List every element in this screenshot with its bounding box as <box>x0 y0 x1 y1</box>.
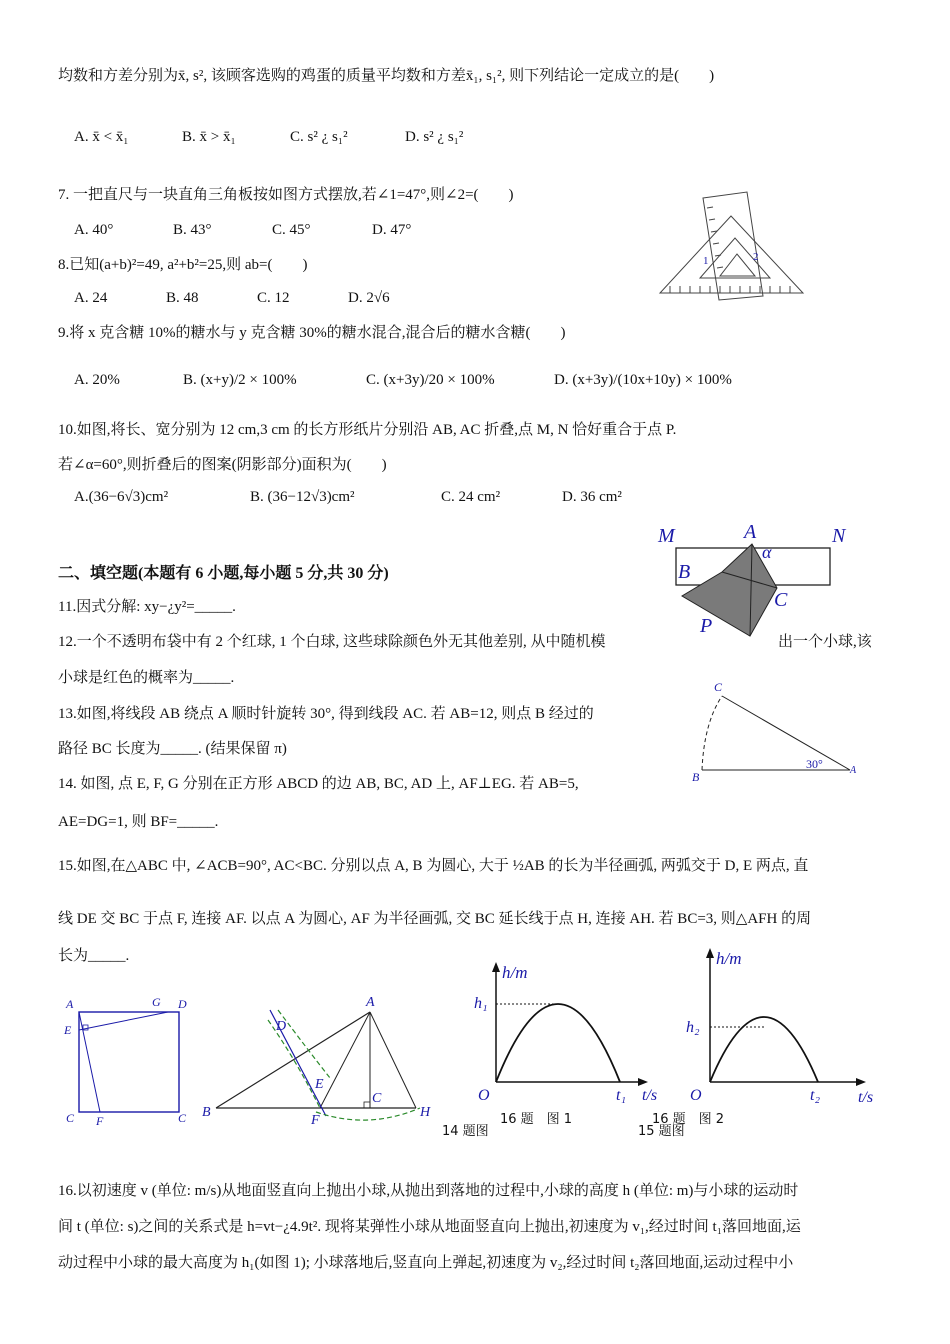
q7-option-a: A. 40° <box>74 222 114 238</box>
q15-label-E: E <box>315 1077 324 1092</box>
q10-option-a: A.(36−6√3)cm² <box>74 489 169 505</box>
q13-figure <box>688 678 868 784</box>
q7-option-b: B. 43° <box>173 222 212 238</box>
q8-option-b: B. 48 <box>166 290 199 306</box>
caption-16-fig1: 16 题 图 1 <box>500 1112 573 1127</box>
q13-label-C: C <box>714 680 723 694</box>
q12-line1a: 12.一个不透明布袋中有 2 个红球, 1 个白球, 这些球除颜色外无其他差别, 从中随机模 <box>58 634 606 650</box>
caption-16-fig2: 16 题 图 2 <box>652 1112 725 1127</box>
q9-stem: 9.将 x 克含糖 10%的糖水与 y 克含糖 30%的糖水混合,混合后的糖水含糖( ) <box>58 325 566 341</box>
q16-graph-1 <box>470 958 670 1108</box>
g1-ylabel: h/m <box>502 963 528 982</box>
q14-label-G: G <box>152 995 161 1009</box>
q15-label-H: H <box>420 1105 431 1120</box>
q9-option-a: A. 20% <box>74 372 120 388</box>
q8-stem: 8.已知(a+b)²=49, a²+b²=25,则 ab=( ) <box>58 257 308 273</box>
q11: 11.因式分解: xy−¿y²=_____. <box>58 599 236 615</box>
q15-label-B: B <box>202 1105 211 1120</box>
q14-label-F: F <box>96 1114 104 1128</box>
q15-line1: 15.如图,在△ABC 中, ∠ACB=90°, AC<BC. 分别以点 A, B 为圆心, 大于 ½AB 的长为半径画弧, 两弧交于 D, E 两点, 直 <box>58 858 809 874</box>
q14-label-E: E <box>64 1023 72 1037</box>
g2-origin: O <box>690 1087 702 1104</box>
q10-label-A: A <box>744 521 757 543</box>
g2-peak-label: h₂ <box>686 1019 700 1036</box>
q15-label-F: F <box>311 1113 320 1128</box>
q9-option-d: D. (x+3y)/(10x+10y) × 100% <box>554 372 732 388</box>
caption-14: 14 题图 <box>442 1124 489 1139</box>
q10-label-P: P <box>700 615 713 637</box>
q15-label-D: D <box>276 1019 287 1034</box>
q8-option-c: C. 12 <box>257 290 290 306</box>
q16-line3: 动过程中小球的最大高度为 h₁(如图 1); 小球落地后,竖直向上弹起,初速度为 v₂,经过时间 t₂落回地面,运动过程中小 <box>58 1255 794 1271</box>
q15-line3: 长为_____. <box>58 948 130 964</box>
q15-label-A: A <box>366 995 375 1010</box>
q14-line2: AE=DG=1, 则 BF=_____. <box>58 814 219 830</box>
g1-xlabel: t/s <box>642 1087 658 1104</box>
q13-line2: 路径 BC 长度为_____. (结果保留 π) <box>58 741 287 757</box>
q14-label-B: C <box>66 1111 75 1125</box>
g1-peak-label: h₁ <box>474 995 488 1012</box>
q10-option-c: C. 24 cm² <box>441 489 501 505</box>
q12-line1b: 出一个小球,该 <box>778 634 872 650</box>
section-2-header: 二、填空题(本题有 6 小题,每小题 5 分,共 30 分) <box>58 565 389 582</box>
g2-t2-label: t₂ <box>810 1087 821 1104</box>
q10-label-M: M <box>658 525 675 547</box>
g1-origin: O <box>478 1087 490 1104</box>
q6-stem-tail: 均数和方差分别为x̄, s², 该顾客选购的鸡蛋的质量平均数和方差x̄₁, s₁², 则下列结论一定成立的是( ) <box>58 68 715 84</box>
q10-label-B: B <box>678 561 691 583</box>
q14-label-C: C <box>178 1111 187 1125</box>
q6-option-d: D. s² ¿ s₁² <box>405 129 464 145</box>
q14-figure <box>58 992 198 1128</box>
g2-xlabel: t/s <box>858 1089 874 1106</box>
q7-stem: 7. 一把直尺与一块直角三角板按如图方式摆放,若∠1=47°,则∠2=( ) <box>58 187 514 203</box>
g2-ylabel: h/m <box>716 949 742 968</box>
q10-option-d: D. 36 cm² <box>562 489 622 505</box>
q13-label-B: B <box>692 770 700 784</box>
q10-label-N: N <box>832 525 846 547</box>
q10-label-alpha: α <box>762 542 772 562</box>
q7-angle-1-label: 1 <box>703 255 709 267</box>
q9-option-c: C. (x+3y)/20 × 100% <box>366 372 495 388</box>
caption-15: 15 题图 <box>638 1124 685 1139</box>
q10-figure <box>652 518 852 638</box>
q6-option-c: C. s² ¿ s₁² <box>290 129 348 145</box>
q9-option-b: B. (x+y)/2 × 100% <box>183 372 297 388</box>
q13-label-30deg: 30° <box>806 757 823 771</box>
q10-option-b: B. (36−12√3)cm² <box>250 489 355 505</box>
q8-option-d: D. 2√6 <box>348 290 390 306</box>
q7-option-d: D. 47° <box>372 222 412 238</box>
q15-label-C: C <box>372 1091 382 1106</box>
q7-option-c: C. 45° <box>272 222 311 238</box>
q7-figure <box>655 188 810 300</box>
q15-figure <box>198 990 438 1130</box>
q7-angle-2-label: 2 <box>753 251 759 263</box>
q15-line2: 线 DE 交 BC 于点 F, 连接 AF. 以点 A 为圆心, AF 为半径画弧, 交 BC 延长线于点 H, 连接 AH. 若 BC=3, 则△AFH 的周 <box>58 911 812 927</box>
q8-option-a: A. 24 <box>74 290 108 306</box>
q13-line1: 13.如图,将线段 AB 绕点 A 顺时针旋转 30°, 得到线段 AC. 若 AB=12, 则点 B 经过的 <box>58 706 594 722</box>
q12-line2: 小球是红色的概率为_____. <box>58 670 235 686</box>
q13-label-A: A <box>850 765 857 776</box>
q10-stem-line2: 若∠α=60°,则折叠后的图案(阴影部分)面积为( ) <box>58 457 387 473</box>
q16-graph-2 <box>680 942 890 1110</box>
q16-line1: 16.以初速度 v (单位: m/s)从地面竖直向上抛出小球,从抛出到落地的过程中,小球的高度 h (单位: m)与小球的运动时 <box>58 1183 799 1199</box>
q14-line1: 14. 如图, 点 E, F, G 分别在正方形 ABCD 的边 AB, BC, AD 上, AF⊥EG. 若 AB=5, <box>58 776 579 792</box>
q6-option-a: A. x̄ < x̄₁ <box>74 129 129 145</box>
q6-option-b: B. x̄ > x̄₁ <box>182 129 236 145</box>
q10-label-C: C <box>774 589 788 611</box>
q10-stem-line1: 10.如图,将长、宽分别为 12 cm,3 cm 的长方形纸片分别沿 AB, AC 折叠,点 M, N 恰好重合于点 P. <box>58 422 677 438</box>
q14-label-D: D <box>178 997 187 1011</box>
g1-t1-label: t₁ <box>616 1087 627 1104</box>
q16-line2: 间 t (单位: s)之间的关系式是 h=vt−¿4.9t². 现将某弹性小球从地面竖直向上抛出,初速度为 v₁,经过时间 t₁落回地面,运 <box>58 1219 801 1235</box>
q14-label-A: A <box>66 997 74 1011</box>
